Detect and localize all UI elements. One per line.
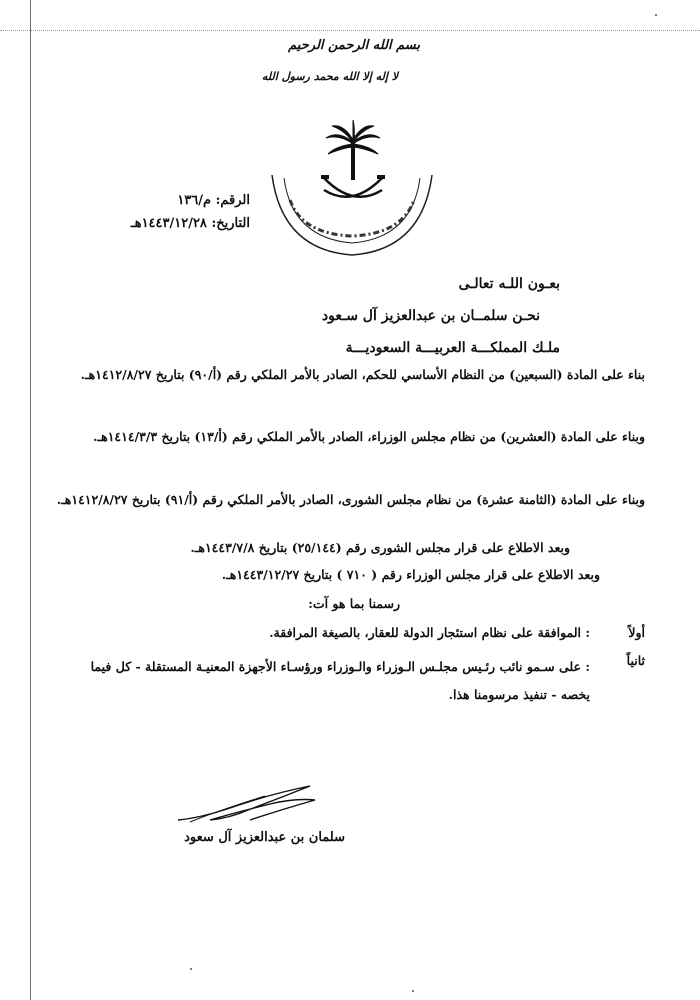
scan-speck xyxy=(190,968,192,970)
scan-speck xyxy=(412,990,414,992)
clause-2-number: ثانياً xyxy=(626,653,645,668)
kingdom-seal-stamp xyxy=(262,160,442,260)
clause-1-text: : الموافقة على نظام استئجار الدولة للعقار، بالصيغة المرافقة. xyxy=(269,625,590,640)
king-name-line: نحـن سلمــان بن عبدالعزيز آل سـعود xyxy=(321,308,540,324)
preamble-paragraph-3: وبناء على المادة (الثامنة عشرة) من نظام مجلس الشورى، الصادر بالأمر الملكي رقم (أ/٩١) بتاريخ ١٤١٢/٨/٢٧هـ. xyxy=(56,492,645,507)
clause-1-number: أولاً xyxy=(628,625,645,640)
shura-decision-line: وبعد الاطلاع على قرار مجلس الشورى رقم (٢٥/١٤٤) بتاريخ ١٤٤٣/٧/٨هـ. xyxy=(190,540,570,555)
clause-2-text: : على سـمو نائب رئـيس مجلـس الـوزراء والـوزراء ورؤسـاء الأجهزة المعنيـة المستقلة - كل فيما يخصه - تنفيذ مرسومنا هذا. xyxy=(90,659,590,702)
opening-invocation: بعـون اللـه تعالـى xyxy=(458,276,560,292)
basmala-calligraphy: بسم الله الرحمن الرحيم xyxy=(288,38,420,53)
scan-speck xyxy=(655,14,657,16)
king-title-line: ملـك المملكـــة العربيـــة السعوديـــة xyxy=(345,340,560,356)
preamble-paragraph-1: بناء على المادة (السبعين) من النظام الأساسي للحكم، الصادر بالأمر الملكي رقم (أ/٩٠) بتاريخ ١٤١٢/٨/٢٧هـ. xyxy=(80,367,645,382)
cabinet-decision-line: وبعد الاطلاع على قرار مجلس الوزراء رقم ( ٧١٠ ) بتاريخ ١٤٤٣/١٢/٢٧هـ. xyxy=(221,567,600,582)
preamble-paragraph-2: وبناء على المادة (العشرين) من نظام مجلس الوزراء، الصادر بالأمر الملكي رقم (أ/١٣) بتاريخ ١٤١٤/٣/٣هـ. xyxy=(93,429,645,444)
shahada-calligraphy: لا إله إلا الله محمد رسول الله xyxy=(261,70,398,83)
signatory-name: سلمان بن عبدالعزيز آل سعود xyxy=(184,830,345,845)
scan-edge-line xyxy=(30,0,31,1000)
reference-number: الرقم: م/١٣٦ xyxy=(177,193,250,208)
reference-date: التاريخ: ١٤٤٣/١٢/٢٨هـ xyxy=(130,216,250,231)
decree-intro-line: رسمنا بما هو آت: xyxy=(308,596,400,611)
handwritten-signature xyxy=(170,780,320,830)
scan-border xyxy=(0,30,700,32)
